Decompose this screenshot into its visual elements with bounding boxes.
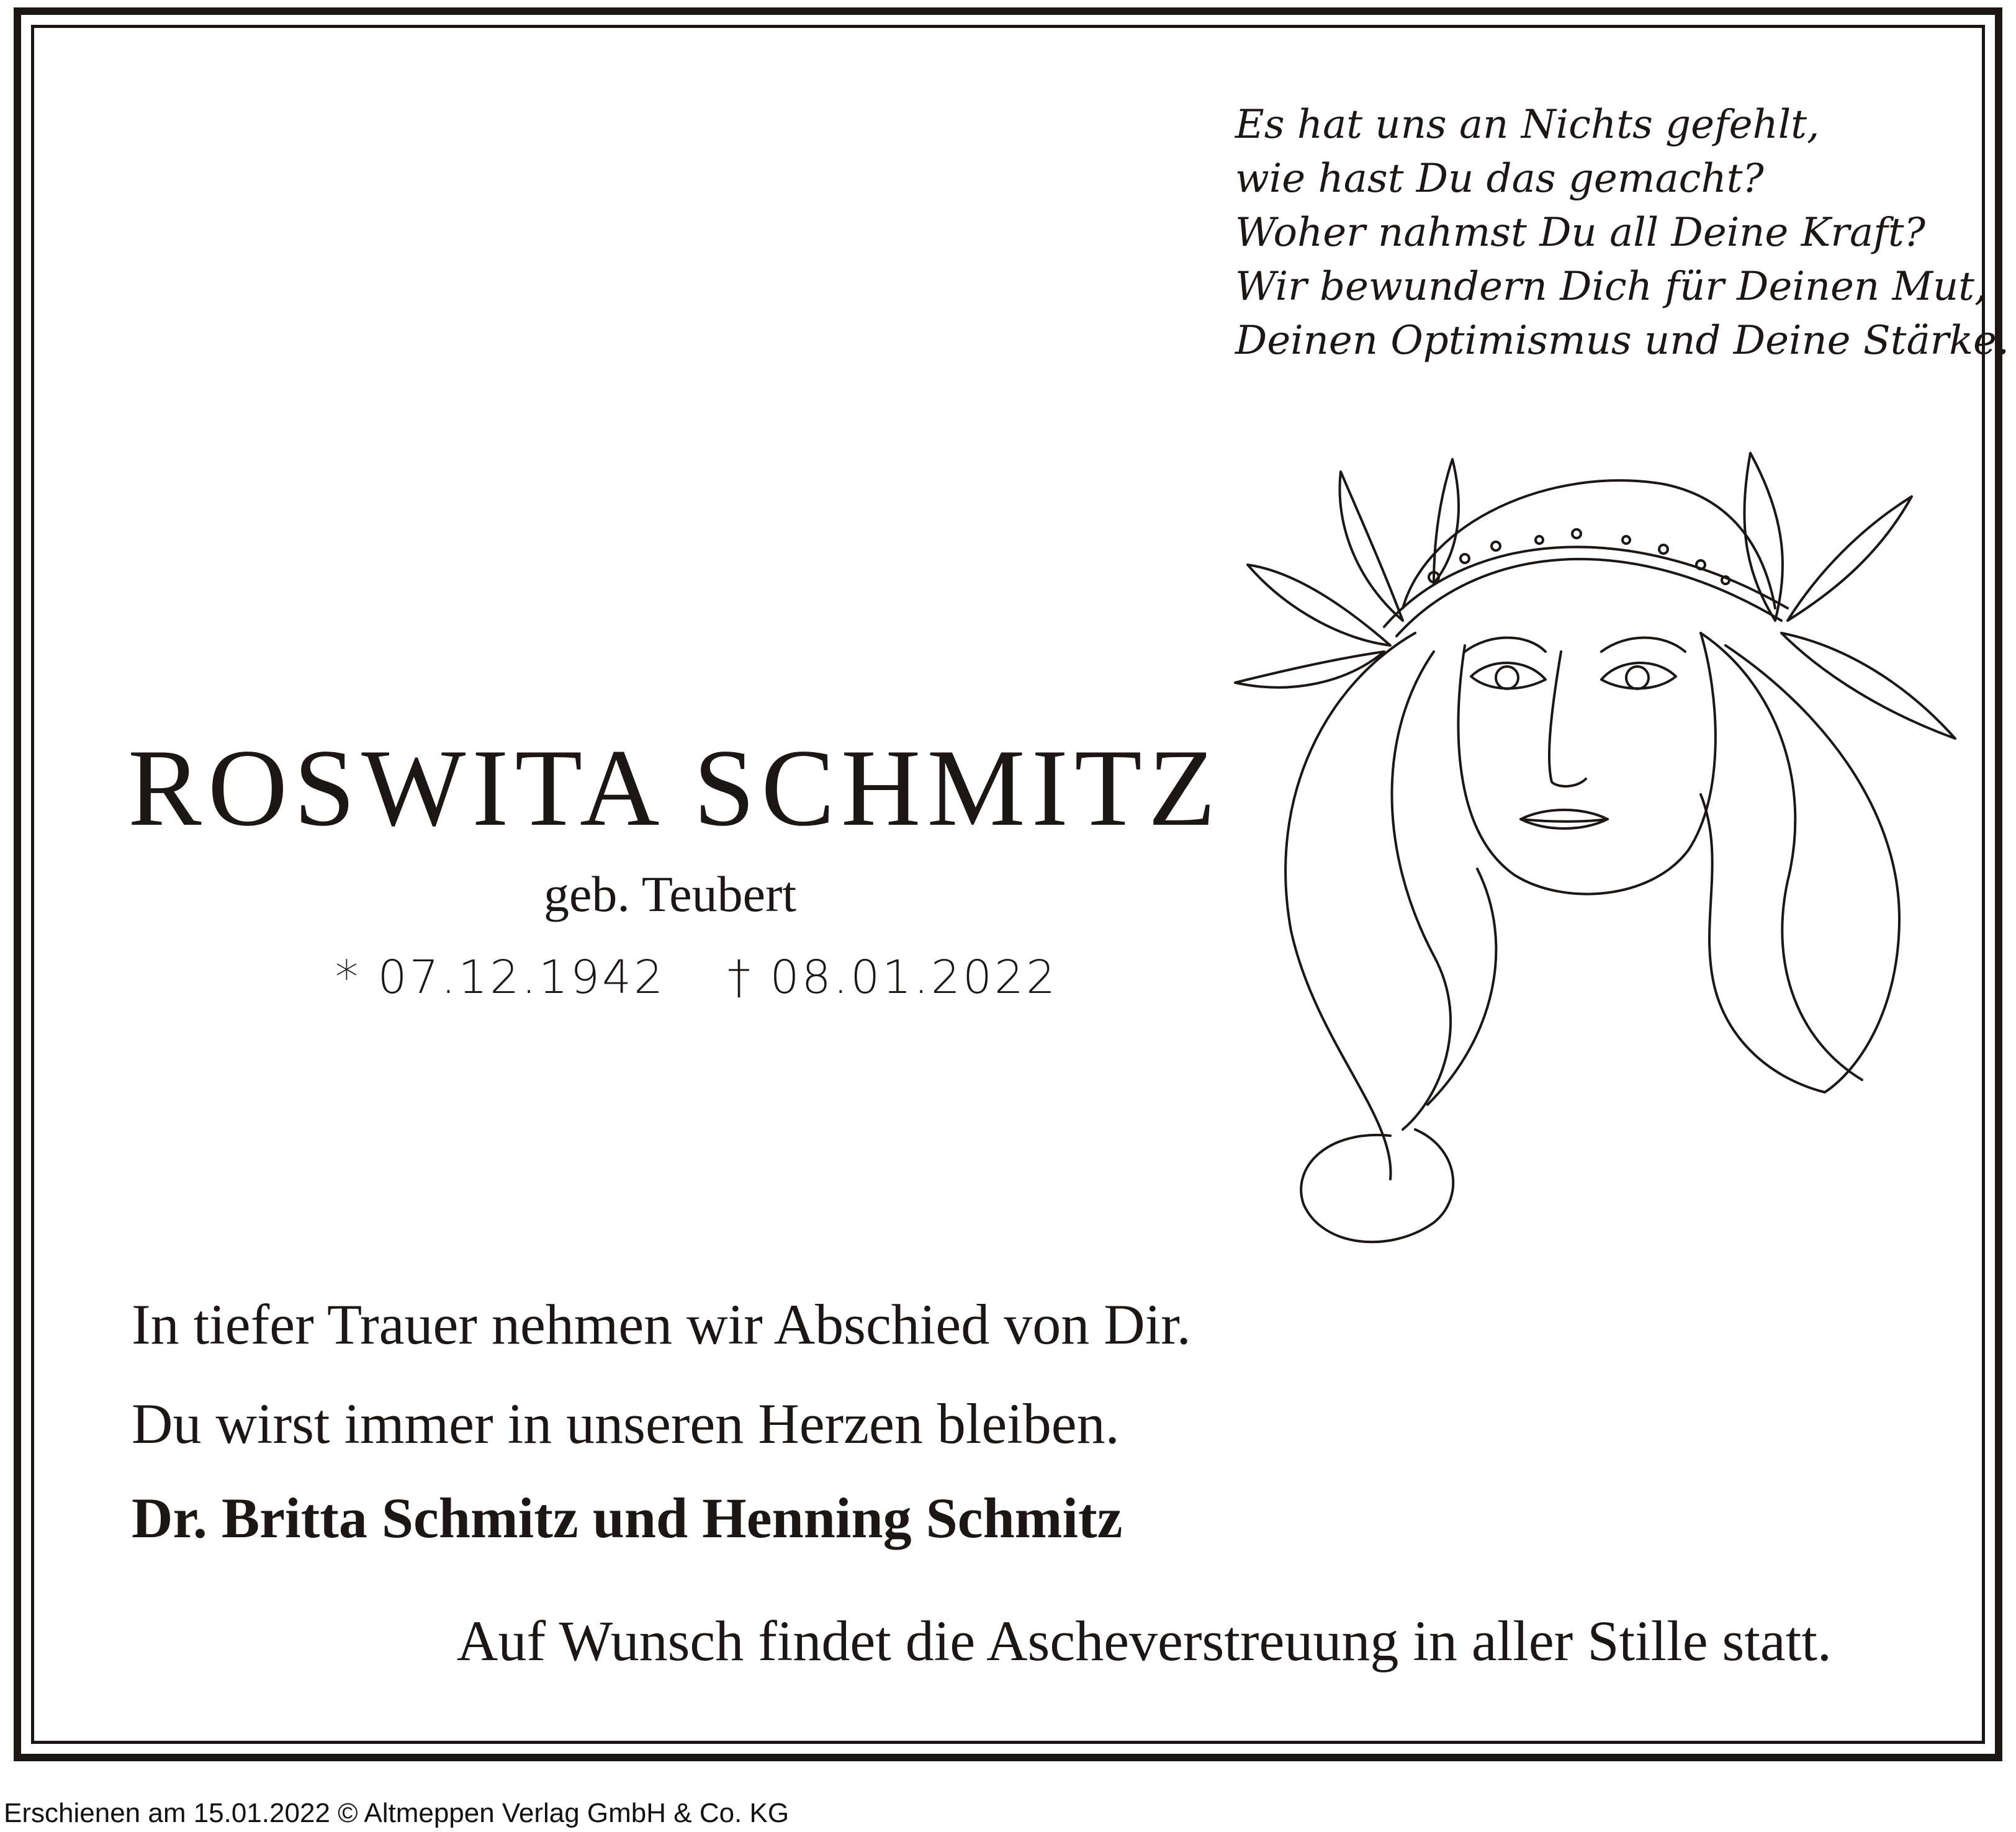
signatories: Dr. Britta Schmitz und Henning Schmitz bbox=[132, 1486, 1123, 1550]
poem-line: wie hast Du das gemacht? bbox=[1235, 156, 1764, 202]
poem-line: Wir bewundern Dich für Deinen Mut, bbox=[1235, 264, 1987, 310]
death-date: † 08.01.2022 bbox=[727, 951, 1058, 1004]
poem-line: Deinen Optimismus und Deine Stärke. bbox=[1235, 318, 2010, 364]
poem-line: Es hat uns an Nichts gefehlt, bbox=[1235, 102, 1820, 148]
deceased-name: ROSWITA SCHMITZ bbox=[128, 726, 1222, 849]
maiden-name: geb. Teubert bbox=[544, 866, 797, 922]
poem bbox=[1235, 98, 2009, 368]
remembrance-line: Du wirst immer in unseren Herzen bleiben. bbox=[132, 1392, 1120, 1455]
poem-line: Woher nahmst Du all Deine Kraft? bbox=[1235, 210, 1925, 256]
publication-footer: Erschienen am 15.01.2022 © Altmeppen Verlag GmbH & Co. KG bbox=[4, 1798, 790, 1828]
woman-portrait-line-drawing bbox=[1229, 447, 1961, 1254]
funeral-note: Auf Wunsch findet die Ascheverstreuung in aller Stille statt. bbox=[457, 1609, 1832, 1673]
birth-date: * 07.12.1942 bbox=[335, 951, 666, 1004]
farewell-line: In tiefer Trauer nehmen wir Abschied von Dir. bbox=[132, 1293, 1191, 1356]
